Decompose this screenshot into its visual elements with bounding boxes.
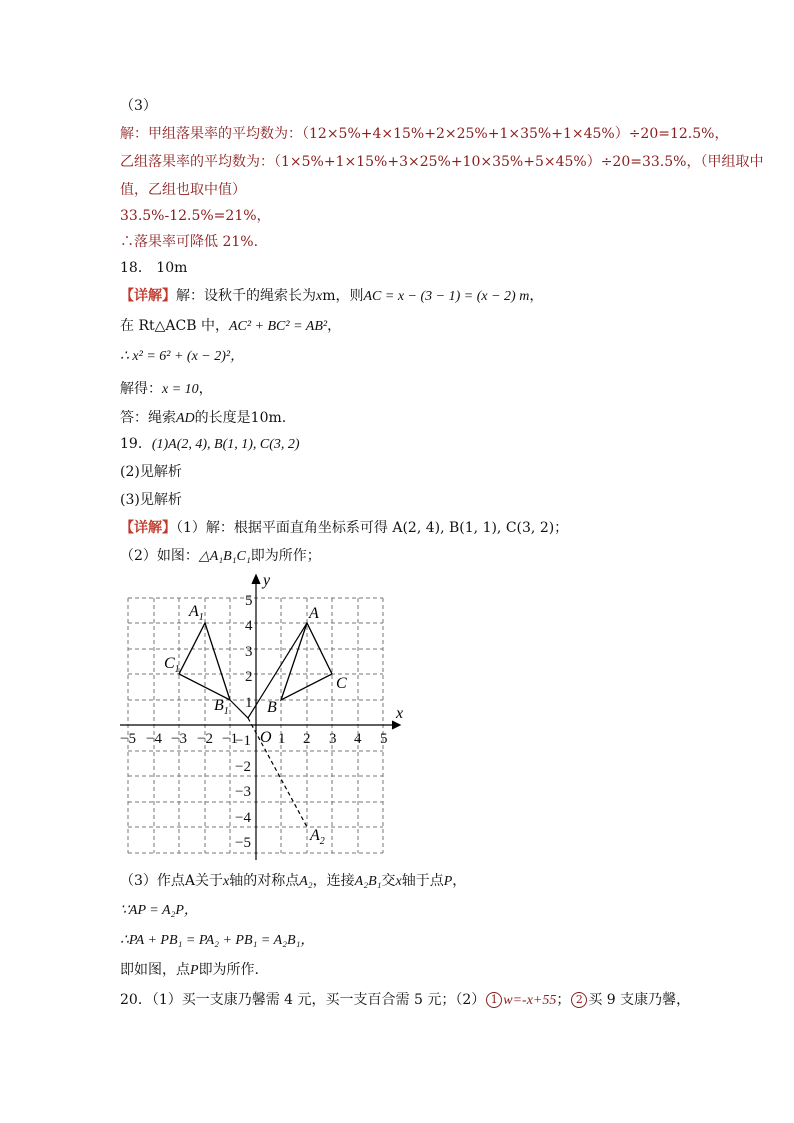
q20-text: 20．（1）买一支康乃馨需 4 元，买一支百合需 5 元；（2） bbox=[120, 992, 486, 1008]
x-axis-label: x bbox=[396, 705, 404, 722]
part3-line-3: 值，乙组也取中值） bbox=[120, 182, 246, 198]
part3-line-5: ∴落果率可降低 21%. bbox=[120, 234, 259, 250]
q18-text: 答：绳索 bbox=[120, 410, 176, 426]
q19-text: 轴于点 bbox=[401, 873, 444, 889]
q18-text: 在 Rt△ACB 中， bbox=[120, 318, 229, 334]
q18-answer: 10m bbox=[156, 260, 188, 276]
x-tick-labels bbox=[120, 731, 388, 747]
y-tick: 3 bbox=[245, 644, 253, 660]
y-tick: −3 bbox=[235, 784, 251, 800]
q19-text: （3）作点A关于 bbox=[120, 873, 224, 889]
x-tick: 5 bbox=[380, 731, 388, 747]
y-tick-labels bbox=[235, 593, 253, 851]
q19-triangle: △A₁B₁C₁ bbox=[198, 549, 251, 564]
y-tick: −1 bbox=[235, 733, 251, 749]
x-tick: 4 bbox=[354, 731, 362, 747]
point-label-a2: $A_2$ bbox=[310, 827, 325, 847]
q18-expr: AC² + BC² = AB² bbox=[228, 319, 328, 334]
q19-detail-line-2 bbox=[120, 546, 321, 567]
x-tick: −5 bbox=[120, 731, 136, 747]
q18-detail-line-4 bbox=[120, 379, 213, 400]
y-tick: 4 bbox=[245, 618, 253, 634]
q18-expr: AC = x − (3 − 1) = (x − 2) m bbox=[363, 289, 530, 304]
q18-number: 18． bbox=[120, 260, 152, 276]
q18-text: ， bbox=[198, 381, 213, 397]
q18-text: ， bbox=[327, 318, 342, 334]
q18-var: AD bbox=[176, 411, 195, 426]
x-tick: −4 bbox=[146, 731, 162, 747]
x-tick: 1 bbox=[278, 731, 286, 747]
q18-text: 的长度是 bbox=[194, 410, 251, 426]
q18-text: ，则 bbox=[335, 288, 364, 304]
q18-text: ， bbox=[529, 288, 544, 304]
part3-label: （3） bbox=[120, 98, 157, 114]
q19-detail-line-4: ∵AP = A₂P， bbox=[120, 903, 198, 918]
q19-answer-3: (3)见解析 bbox=[120, 492, 182, 508]
x-tick: −2 bbox=[197, 731, 213, 747]
q18-detail-tag: 【详解】 bbox=[120, 288, 176, 304]
q18-expr: x = 10 bbox=[162, 382, 199, 397]
x-tick: −3 bbox=[171, 731, 187, 747]
q19-detail-line-6 bbox=[120, 960, 259, 981]
point-label-b: B bbox=[267, 699, 277, 716]
point-label-b1: $B_1$ bbox=[214, 697, 229, 717]
q20-text: ； bbox=[556, 992, 571, 1008]
part3-line-4: 33.5%-12.5%=21%， bbox=[120, 208, 271, 224]
q19-text: （1）解：根据平面直角坐标系可得 A(2, 4), B(1, 1), C(3, 2)； bbox=[176, 520, 569, 536]
q19-text: 即为所作； bbox=[250, 548, 321, 564]
point-label-c: C bbox=[336, 675, 347, 692]
part3-line-1: 解：甲组落果率的平均数为：（12×5%+4×15%+2×25%+1×35%+1×45%）÷20=12.5%， bbox=[120, 126, 729, 142]
q18-text: . bbox=[281, 410, 287, 426]
x-tick: 2 bbox=[303, 731, 311, 747]
q19-var: A₂B₁ bbox=[354, 874, 382, 889]
q20-text: 买 9 支康乃馨， bbox=[588, 992, 691, 1008]
point-label-a1: $A_1$ bbox=[189, 603, 204, 623]
q19-text: 即为所作. bbox=[198, 962, 260, 978]
q19-var: P bbox=[190, 963, 199, 978]
q18-detail-line-5 bbox=[120, 408, 286, 429]
q19-text: 交 bbox=[381, 873, 396, 889]
q19-answer-1: (1)A(2, 4), B(1, 1), C(3, 2) bbox=[151, 437, 300, 452]
origin-label: O bbox=[260, 729, 272, 746]
q18-text: 解：设秋千的绳索长为 bbox=[176, 288, 316, 304]
q19-text: （2）如图： bbox=[120, 548, 199, 564]
q19-var: A₂ bbox=[299, 874, 313, 889]
q18-detail-line-2 bbox=[120, 316, 341, 337]
q20-circled-2: 2 bbox=[571, 992, 587, 1008]
point-label-a: A bbox=[309, 605, 319, 622]
point-label-c1: $C_1$ bbox=[164, 655, 180, 675]
part3-line-2: 乙组落果率的平均数为：（1×5%+1×15%+3×25%+10×35%+5×45%）÷20=33.5%，（甲组取中 bbox=[120, 154, 764, 170]
q19-number: 19． bbox=[120, 436, 152, 452]
x-tick: −1 bbox=[222, 731, 238, 747]
q19-var: P bbox=[443, 874, 453, 889]
q18-detail-line-3: ∴ x² = 6² + (x − 2)²， bbox=[120, 349, 245, 364]
y-tick: 2 bbox=[245, 669, 253, 685]
y-tick: 1 bbox=[245, 695, 253, 711]
q19-text: 轴的对称点 bbox=[229, 873, 300, 889]
q19-answer-line-1 bbox=[120, 434, 300, 455]
q18-answer-line bbox=[120, 258, 187, 278]
q19-detail-line-1 bbox=[120, 518, 568, 538]
y-tick: −4 bbox=[235, 810, 251, 826]
q18-var: x bbox=[316, 289, 323, 304]
q18-unit: m bbox=[322, 288, 336, 304]
y-tick: 5 bbox=[245, 593, 253, 609]
coordinate-figure bbox=[115, 570, 415, 870]
q19-text: ， bbox=[452, 873, 467, 889]
q20-answer-line bbox=[120, 990, 690, 1011]
q18-detail-line-1 bbox=[120, 286, 543, 307]
q19-text: 即如图，点 bbox=[120, 962, 190, 978]
x-tick: 3 bbox=[329, 731, 337, 747]
q18-text: 解得： bbox=[120, 381, 162, 397]
q19-detail-line-3 bbox=[120, 871, 466, 892]
q19-answer-2: (2)见解析 bbox=[120, 464, 182, 480]
q19-var: x bbox=[395, 874, 402, 889]
q19-text: ，连接 bbox=[312, 873, 355, 889]
y-tick: −5 bbox=[235, 835, 251, 851]
y-tick: −2 bbox=[235, 759, 251, 775]
q19-var: x bbox=[223, 874, 230, 889]
q20-circled-1: 1 bbox=[486, 992, 502, 1008]
q19-detail-tag: 【详解】 bbox=[120, 520, 176, 536]
q19-detail-line-5: ∴PA + PB₁ = PA₂ + PB₁ = A₂B₁， bbox=[120, 933, 315, 948]
q20-expr: w=-x+55 bbox=[503, 993, 557, 1008]
y-axis-label: y bbox=[263, 572, 271, 589]
q18-value: 10m bbox=[250, 410, 282, 426]
